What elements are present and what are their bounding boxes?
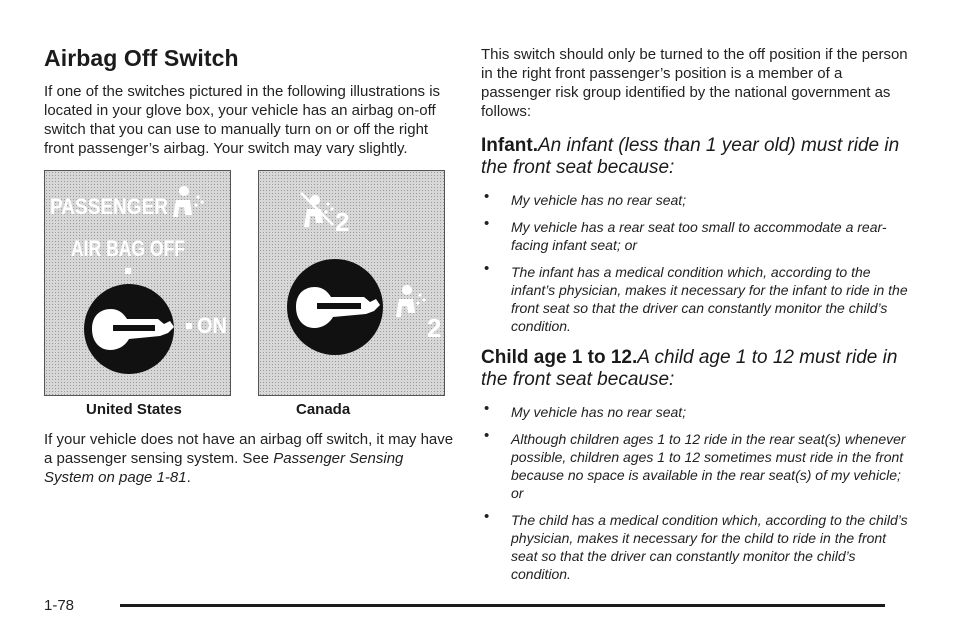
canada-digit-bottom: 2 [427,313,442,343]
list-item [481,215,911,254]
airbag-off-symbol-icon [301,193,334,227]
list-item [481,400,911,421]
child-heading [481,347,911,391]
list-item-text: My vehicle has no rear seat; [511,404,687,420]
list-item [481,260,911,335]
infant-heading [481,135,911,179]
list-item [481,188,911,209]
footer-rule [120,604,885,607]
infant-heading-lead: Infant. [481,135,538,156]
bullet: • [484,260,490,277]
airbag-person-icon [173,186,204,217]
second-paragraph [44,430,454,487]
child-heading-lead: Child age 1 to 12. [481,347,638,368]
list-item-text: My vehicle has a rear seat too small to accommodate a rear-facing infant seat; or [511,219,887,253]
page-number: 1-78 [44,597,75,614]
page-title: Airbag Off Switch [44,45,239,71]
bullet: • [484,400,490,417]
us-caption: United States [86,401,182,418]
us-switch-illustration [44,170,231,396]
off-position-indicator [125,268,131,274]
passenger-label: PASSENGER [50,194,169,219]
child-list [481,400,911,583]
left-column [44,44,454,487]
bullet: • [484,188,490,205]
list-item-text: My vehicle has no rear seat; [511,192,687,208]
list-item [481,508,911,583]
airbag-off-label: AIR BAG OFF [71,236,185,261]
airbag-on-symbol-icon [396,285,426,317]
second-paragraph-end: . [186,469,191,486]
right-column [481,45,911,595]
bullet: • [484,427,490,444]
list-item-text: The child has a medical condition which, according to the child’s physician, makes it necessary for the child to ride in the front seat so that the driver can constantly monitor the child’s condition. [511,512,908,582]
canada-switch-illustration [258,170,445,396]
infant-heading-text: An infant (less than 1 year old) must ride in the front seat because: [481,135,900,178]
switch-figures [44,170,454,420]
on-position-indicator [186,323,192,329]
intro-paragraph: If one of the switches pictured in the following illustrations is located in your glove box, your vehicle has an airbag on-off switch that you can use to manually turn on or off the right front passenger’s airbag. Your switch may vary slightly. [44,83,441,157]
second-paragraph-text: If your vehicle does not have an airbag off switch, it may have a passenger sensing system. See [44,431,454,467]
passenger-sensing-reference[interactable]: Passenger Sensing System on page 1-81 [44,450,404,486]
infant-list [481,188,911,335]
list-item-text: The infant has a medical condition which, according to the infant’s physician, makes it necessary for the infant to ride in the front seat so that the driver can constantly monitor the child’s condition. [511,264,908,334]
child-heading-text: A child age 1 to 12 must ride in the front seat because: [481,347,898,390]
risk-group-intro: This switch should only be turned to the off position if the person in the right front passenger’s position is a member of a passenger risk group identified by the national government as follows: [481,46,908,120]
canada-digit-top: 2 [335,207,350,237]
list-item [481,427,911,502]
on-label: ON [197,313,227,338]
bullet: • [484,215,490,232]
canada-caption: Canada [296,401,351,418]
list-item-text: Although children ages 1 to 12 ride in the rear seat(s) whenever possible, children ages 1 to 12 sometimes must ride in the front because no space is available in the rear seat(s) of my vehicle; or [511,431,906,501]
bullet: • [484,508,490,525]
